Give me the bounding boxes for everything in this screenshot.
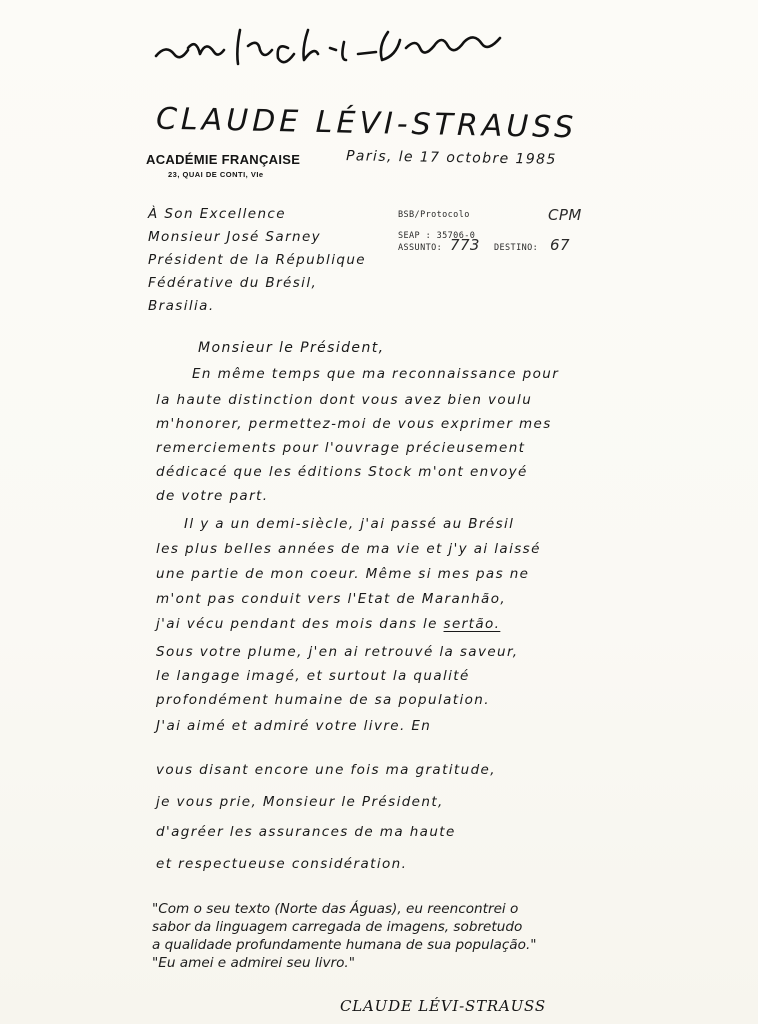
body-line: profondément humaine de sa population.: [156, 692, 490, 708]
portuguese-quote: [152, 900, 622, 972]
body-line: une partie de mon coeur. Même si mes pas ne: [156, 566, 530, 582]
body-line: vous disant encore une fois ma gratitude,: [156, 762, 496, 778]
body-line-text: j'ai vécu pendant des mois dans le: [156, 616, 438, 632]
stamp-handwritten-destino: 67: [550, 236, 570, 254]
quote-line: "Com o seu texto (Norte das Águas), eu reencontrei o: [152, 901, 519, 917]
letterhead-name: CLAUDE LÉVI-STRAUSS: [155, 101, 578, 146]
recipient-line: Brasilia.: [148, 298, 215, 314]
body-line: Sous votre plume, j'en ai retrouvé la saveur,: [156, 644, 519, 660]
recipient-line: Président de la République: [148, 252, 366, 268]
stamp-line: BSB/Protocolo: [398, 210, 470, 220]
letterhead-address: 23, QUAI DE CONTI, VIe: [168, 170, 264, 179]
stamp-handwritten-assunto: 773: [450, 236, 480, 254]
body-line: En même temps que ma reconnaissance pour: [192, 366, 560, 382]
body-line: Il y a un demi-siècle, j'ai passé au Brésil: [184, 516, 515, 532]
recipient-line: Fédérative du Brésil,: [148, 275, 318, 291]
stamp-line: DESTINO:: [494, 243, 539, 253]
recipient-line: À Son Excellence: [148, 206, 286, 222]
letter-date: Paris, le 17 octobre 1985: [345, 148, 557, 168]
quote-line: sabor da linguagem carregada de imagens, sobretudo: [152, 919, 523, 935]
body-line: le langage imagé, et surtout la qualité: [156, 668, 470, 684]
underlined-word: sertão.: [443, 616, 501, 632]
letterhead-institution: ACADÉMIE FRANÇAISE: [146, 152, 301, 167]
stamp-line: SEAP : 35706-0: [398, 231, 476, 241]
handwritten-signature: [148, 18, 548, 78]
salutation: Monsieur le Président,: [198, 340, 385, 356]
stamp-handwritten-code: CPM: [548, 206, 582, 224]
body-line: J'ai aimé et admiré votre livre. En: [156, 718, 432, 734]
body-line: et respectueuse considération.: [156, 856, 408, 872]
bottom-signature: CLAUDE LÉVI-STRAUSS: [340, 997, 546, 1015]
body-line: [156, 616, 500, 632]
quote-line: "Eu amei e admirei seu livro.": [152, 955, 355, 971]
body-line: la haute distinction dont vous avez bien voulu: [156, 392, 533, 408]
body-line: je vous prie, Monsieur le Président,: [156, 794, 444, 810]
body-line: les plus belles années de ma vie et j'y ai laissé: [156, 541, 541, 557]
recipient-line: Monsieur José Sarney: [148, 229, 322, 245]
body-line: dédicacé que les éditions Stock m'ont envoyé: [156, 464, 528, 480]
body-line: remerciements pour l'ouvrage précieusement: [156, 440, 526, 456]
quote-line: a qualidade profundamente humana de sua população.": [152, 937, 537, 953]
stamp-line: ASSUNTO:: [398, 243, 443, 253]
body-line: d'agréer les assurances de ma haute: [156, 824, 456, 840]
body-line: de votre part.: [156, 488, 269, 504]
protocol-stamp: [398, 206, 588, 264]
body-line: m'ont pas conduit vers l'Etat de Maranhão,: [156, 591, 507, 607]
body-line: m'honorer, permettez-moi de vous exprimer mes: [156, 416, 552, 432]
